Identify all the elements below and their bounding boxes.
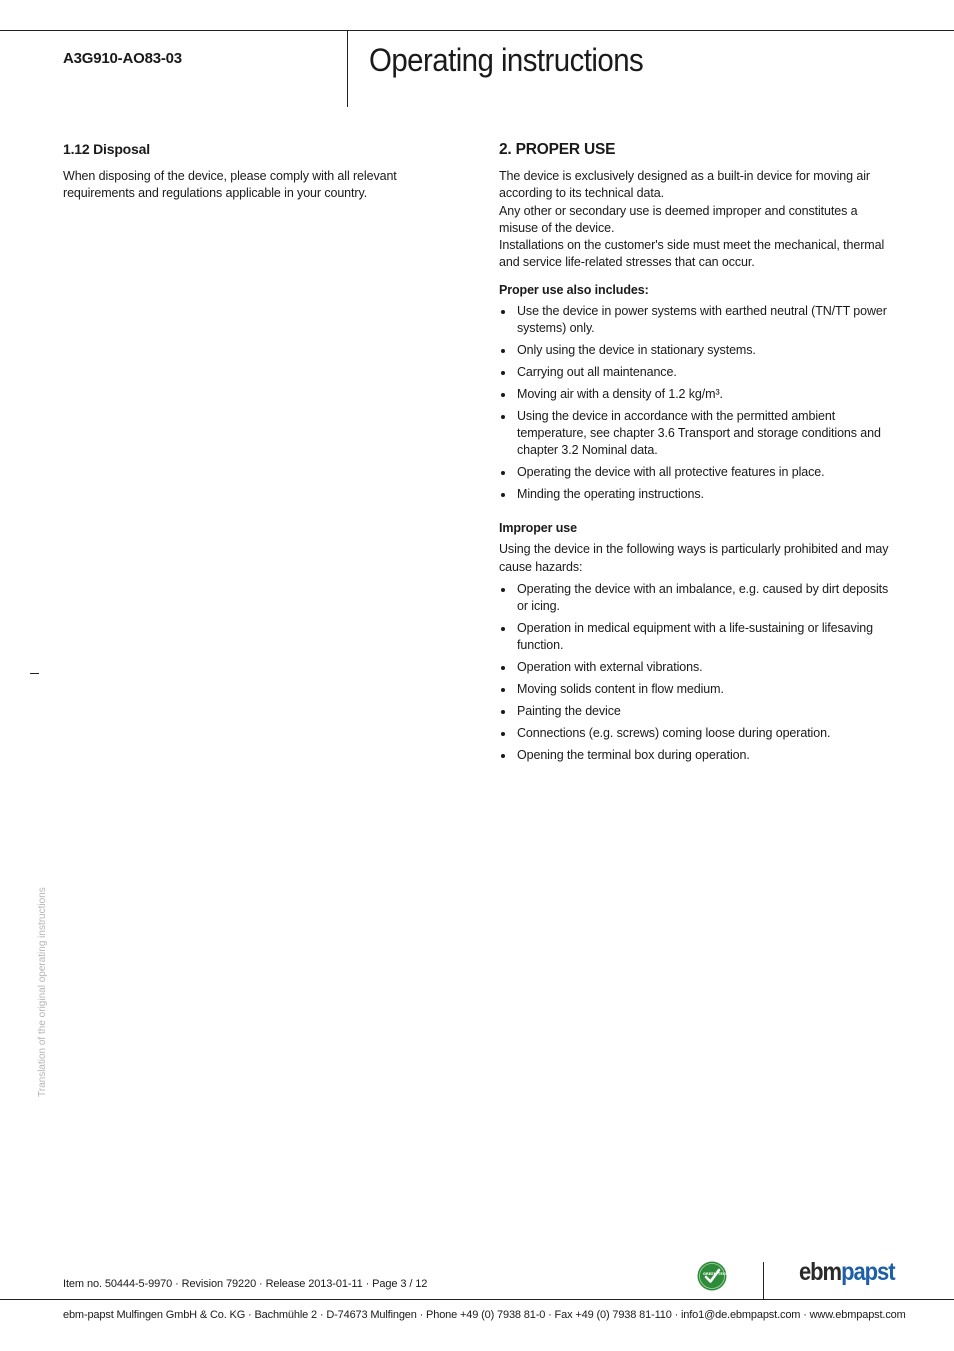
ebmpapst-logo [799,1258,894,1287]
list-item [499,386,889,403]
footer-rule [0,1299,954,1300]
list-item-text: Operating the device with all protective features in place. [517,465,825,480]
bullet-icon [501,415,505,419]
list-item-text: Painting the device [517,704,621,719]
list-item-text: Moving solids content in flow medium. [517,682,724,697]
header-top-rule [0,30,954,31]
bullet-icon [501,493,505,497]
header-divider [347,30,348,107]
proper-use-heading: 2. PROPER USE [499,141,616,158]
footer-item-line: Item no. 50444-5-9970 · Revision 79220 · Release 2013-01-11 · Page 3 / 12 [63,1278,428,1290]
bullet-icon [501,393,505,397]
model-number: A3G910-AO83-03 [63,50,182,67]
includes-list [499,303,889,504]
list-item [499,725,889,742]
list-item [499,581,889,616]
bullet-icon [501,471,505,475]
list-item-text: Connections (e.g. screws) coming loose during operation. [517,725,831,740]
bullet-icon [501,732,505,736]
list-item [499,659,889,676]
proper-use-section [499,141,889,769]
improper-list [499,581,889,764]
logo-divider [763,1262,764,1300]
green-tech-badge [697,1261,727,1291]
list-item-text: Use the device in power systems with earthed neutral (TN/TT power systems) only. [517,303,887,336]
bullet-icon [501,627,505,631]
proper-use-intro-1: The device is exclusively designed as a built-in device for moving air according to its technical data. [499,169,870,201]
fold-mark [30,673,39,674]
logo-part-papst: papst [841,1258,895,1286]
bullet-icon [501,310,505,314]
list-item-text: Operating the device with an imbalance, e.g. caused by dirt deposits or icing. [517,581,889,614]
list-item [499,703,889,720]
list-item [499,464,889,481]
list-item [499,620,889,655]
list-item-text: Operation in medical equipment with a life-sustaining or lifesaving function. [517,621,873,653]
proper-use-intro-3: Installations on the customer's side must meet the mechanical, thermal and service life-related stresses that can occur. [499,238,885,270]
list-item-text: Minding the operating instructions. [517,487,704,502]
bullet-icon [501,688,505,692]
page-title: Operating instructions [369,42,644,78]
disposal-heading: 1.12 Disposal [63,141,150,157]
logo-part-ebm: ebm [799,1258,842,1286]
includes-heading: Proper use also includes: [499,282,649,297]
list-item-text: Opening the terminal box during operation. [517,747,750,762]
list-item-text: Carrying out all maintenance. [517,364,677,379]
improper-intro: Using the device in the following ways is particularly prohibited and may cause hazards: [499,542,889,574]
bullet-icon [501,754,505,758]
bullet-icon [501,666,505,670]
bullet-icon [501,588,505,592]
list-item-text: Only using the device in stationary systems. [517,342,756,357]
list-item [499,342,889,359]
improper-heading: Improper use [499,521,577,536]
footer-company-line: ebm-papst Mulfingen GmbH & Co. KG · Bachmühle 2 · D-74673 Mulfingen · Phone +49 (0) 7938 81-0 · Fax +49 (0) 7938 81-110 · info1@de.ebmpapst.com · www.ebmpapst.com [63,1309,906,1321]
list-item [499,747,889,764]
badge-text: GREEN TECH [703,1272,727,1276]
list-item-text: Using the device in accordance with the permitted ambient temperature, see chapter 3.6 Transport and storage conditions and chapter 3.2 Nominal data. [517,408,881,458]
green-tech-icon [697,1261,727,1291]
side-note: Translation of the original operating instructions [37,887,48,1097]
list-item-text: Operation with external vibrations. [517,660,703,675]
disposal-section [63,141,413,203]
bullet-icon [501,349,505,353]
list-item [499,408,889,460]
bullet-icon [501,371,505,375]
disposal-text: When disposing of the device, please comply with all relevant requirements and regulations applicable in your country. [63,169,397,201]
list-item [499,486,889,503]
list-item [499,364,889,381]
bullet-icon [501,710,505,714]
list-item [499,681,889,698]
list-item-text: Moving air with a density of 1.2 kg/m³. [517,386,723,401]
proper-use-intro-2: Any other or secondary use is deemed improper and constitutes a misuse of the device. [499,203,858,235]
list-item [499,303,889,338]
